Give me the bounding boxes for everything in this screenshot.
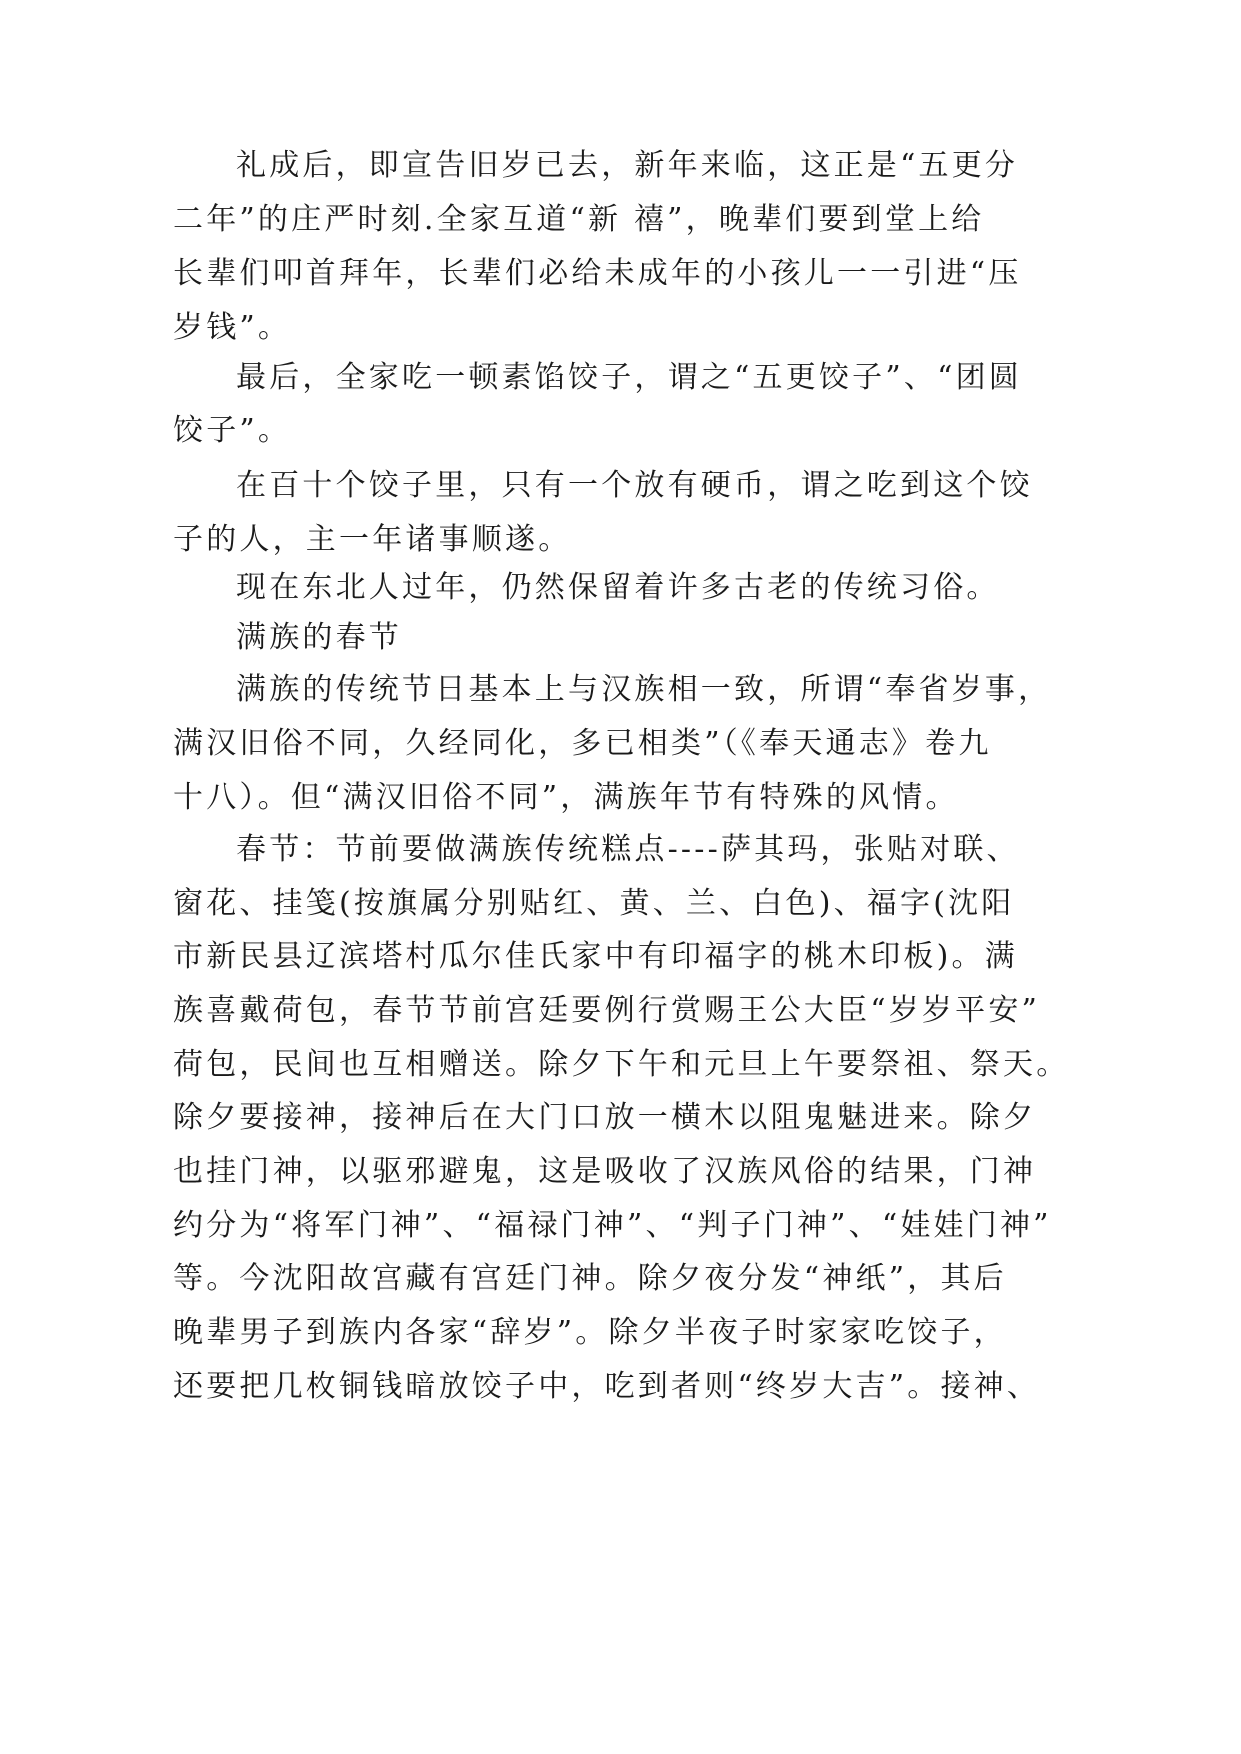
text-line: 二年”的庄严时刻.全家互道“新 禧”，晚辈们要到堂上给 bbox=[173, 202, 985, 237]
text-line: 饺子”。 bbox=[173, 413, 292, 448]
text-line: 等。今沈阳故宫藏有宫廷门神。除夕夜分发“神纸”，其后 bbox=[173, 1261, 1007, 1296]
text-line: 窗花、挂笺(按旗属分别贴红、黄、兰、白色)、福字(沈阳 bbox=[173, 886, 1015, 921]
text-line: 市新民县辽滨塔村瓜尔佳氏家中有印福字的桃木印板)。满 bbox=[173, 939, 1018, 974]
text-line: 岁钱”。 bbox=[173, 310, 292, 345]
text-line: 长辈们叩首拜年，长辈们必给未成年的小孩儿一一引进“压 bbox=[173, 256, 1022, 291]
text-line: 晚辈男子到族内各家“辞岁”。除夕半夜子时家家吃饺子， bbox=[173, 1315, 1007, 1350]
text-line: 还要把几枚铜钱暗放饺子中，吃到者则“终岁大吉”。接神、 bbox=[173, 1369, 1041, 1404]
text-line: 也挂门神，以驱邪避鬼，这是吸收了汉族风俗的结果，门神 bbox=[173, 1154, 1037, 1189]
text-line: 除夕要接神，接神后在大门口放一横木以阻鬼魅进来。除夕 bbox=[173, 1100, 1037, 1135]
text-line: 十八）。但“满汉旧俗不同”，满族年节有特殊的风情。 bbox=[173, 780, 959, 815]
text-line: 现在东北人过年，仍然保留着许多古老的传统习俗。 bbox=[236, 570, 1000, 605]
text-line: 春节：节前要做满族传统糕点----萨其玛，张贴对联、 bbox=[236, 832, 1020, 867]
text-line: 满族的传统节日基本上与汉族相一致，所谓“奉省岁事， bbox=[236, 672, 1052, 707]
section-heading: 满族的春节 bbox=[236, 620, 402, 655]
text-line: 在百十个饺子里，只有一个放有硬币，谓之吃到这个饺 bbox=[236, 468, 1033, 503]
text-line: 族喜戴荷包，春节节前宫廷要例行赏赐王公大臣“岁岁平安” bbox=[173, 993, 1041, 1028]
text-line: 荷包，民间也互相赠送。除夕下午和元旦上午要祭祖、祭天。 bbox=[173, 1047, 1070, 1082]
text-line: 约分为“将军门神”、“福禄门神”、“判子门神”、“娃娃门神” bbox=[173, 1208, 1052, 1243]
text-line: 满汉旧俗不同，久经同化，多已相类”（《奉天通志》卷九 bbox=[173, 726, 992, 761]
text-line: 礼成后，即宣告旧岁已去，新年来临，这正是“五更分 bbox=[236, 148, 1019, 183]
text-line: 最后，全家吃一顿素馅饺子，谓之“五更饺子”、“团圆 bbox=[236, 360, 1023, 395]
text-line: 子的人，主一年诸事顺遂。 bbox=[173, 522, 572, 557]
